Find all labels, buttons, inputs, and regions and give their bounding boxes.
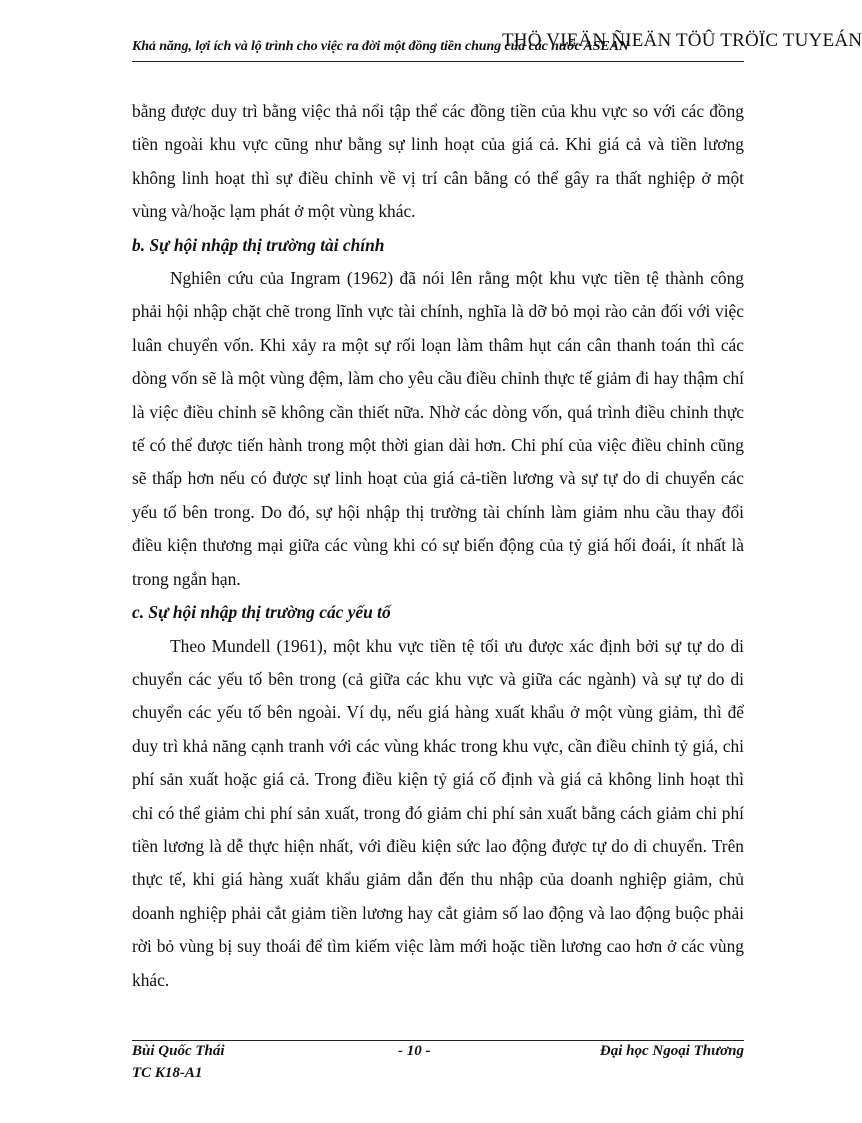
footer-author: Bùi Quốc Thái	[132, 1043, 225, 1059]
footer-school: Đại học Ngoại Thương	[599, 1043, 744, 1059]
footer-rule	[132, 1040, 744, 1041]
paragraph-factor-integration: Theo Mundell (1961), một khu vực tiền tệ tối ưu được xác định bởi sự tự do di chuyển các yếu tố bên trong (cả giữa các khu vực và giữa các ngành) và sự tự do di chuyển các yếu tố bên ngoài. Ví dụ, nếu giá hàng xuất khẩu ở một vùng giảm, thì để duy trì khả năng cạnh tranh với các vùng khác trong khu vực, cần điều chỉnh tỷ giá, chi phí sản xuất hoặc giá cả. Trong điều kiện tỷ giá cố định và giá cả không linh hoạt thì chỉ có thể giảm chi phí sản xuất, trong đó giảm chi phí sản xuất bằng cách giảm chi phí tiền lương là dễ thực hiện nhất, với điều kiện sức lao động được tự do di chuyển. Trên thực tế, khi giá hàng xuất khẩu giảm dẫn đến thu nhập của doanh nghiệp giảm, chủ doanh nghiệp phải cắt giảm tiền lương hay cắt giảm số lao động và lao động buộc phải rời bỏ vùng bị suy thoái để tìm kiếm việc làm mới hoặc tiền lương cao hơn ở các vùng khác.	[132, 635, 744, 990]
section-heading-b: b. Sự hội nhập thị trường tài chính	[132, 234, 385, 255]
header-title: Khả năng, lợi ích và lộ trình cho việc ra đời một đồng tiền chung của các nước ASEAN	[132, 39, 629, 54]
library-watermark: THÖ VIEÄN ÑIEÄN TÖÛ TRÖÏC TUYEÁN	[502, 30, 862, 51]
page-header	[132, 28, 862, 64]
page-number: - 10 -	[398, 1043, 431, 1059]
header-rule	[132, 61, 744, 62]
paragraph-financial-integration: Nghiên cứu của Ingram (1962) đã nói lên rằng một khu vực tiền tệ thành công phải hội nhập chặt chẽ trong lĩnh vực tài chính, nghĩa là dỡ bỏ mọi rào cản đối với việc luân chuyển vốn. Khi xảy ra một sự rối loạn làm thâm hụt cán cân thanh toán thì các dòng vốn sẽ là một vùng đệm, làm cho yêu cầu điều chỉnh thực tế giảm đi hay thậm chí là việc điều chỉnh sẽ không cần thiết nữa. Nhờ các dòng vốn, quá trình điều chỉnh thực tế có thể được tiến hành trong một thời gian dài hơn. Chi phí của việc điều chỉnh cũng sẽ thấp hơn nếu có được sự linh hoạt của giá cả-tiền lương và sự tự do di chuyển các yếu tố bên trong. Do đó, sự hội nhập thị trường tài chính làm giảm nhu cầu thay đổi điều kiện thương mại giữa các vùng khi có sự biến động của tỷ giá hối đoái, ít nhất là trong ngắn hạn.	[132, 268, 744, 589]
paragraph-continued: bằng được duy trì bằng việc thả nổi tập thể các đồng tiền của khu vực so với các đồng tiền ngoài khu vực cũng như bằng sự linh hoạt của giá cả. Khi giá cả và tiền lương không linh hoạt thì sự điều chỉnh về vị trí cân bằng có thể gây ra thất nghiệp ở một vùng và/hoặc lạm phát ở một vùng khác.	[132, 101, 744, 222]
footer-class: TC K18-A1	[132, 1065, 203, 1081]
section-heading-c: c. Sự hội nhập thị trường các yếu tố	[132, 602, 391, 623]
page-body	[132, 95, 744, 997]
